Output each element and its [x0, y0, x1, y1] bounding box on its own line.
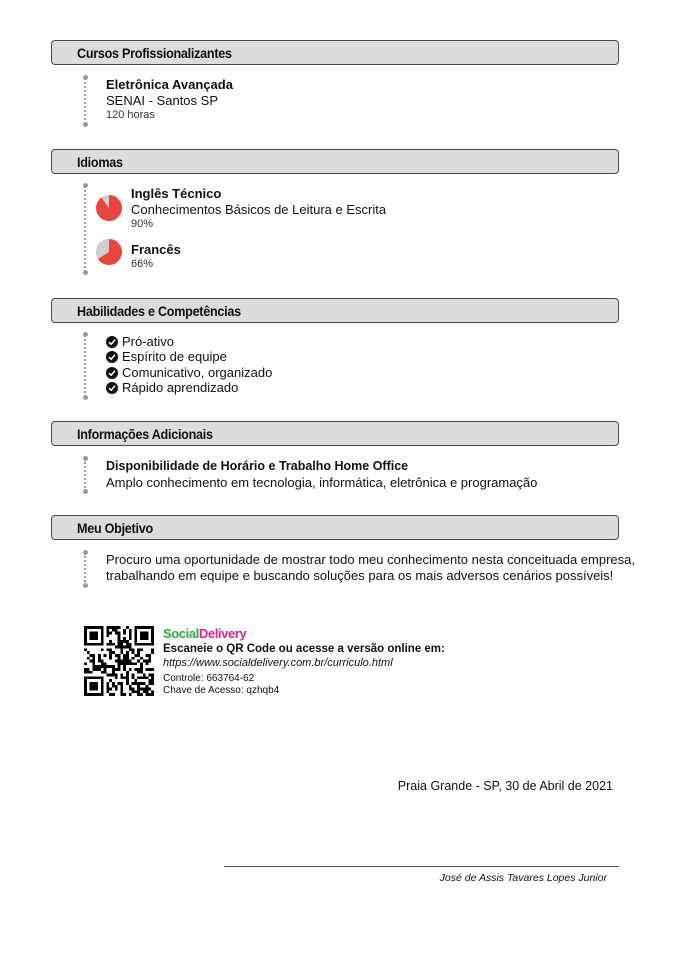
timeline-dots-objective	[84, 553, 86, 585]
control-number: Controle: 663764-62	[163, 673, 255, 684]
skill-label: Comunicativo, organizado	[122, 365, 273, 380]
section-title-skills: Habilidades e Competências	[77, 303, 241, 319]
online-url-link[interactable]: https://www.socialdelivery.com.br/curriculo.html	[163, 657, 393, 669]
course-institution: SENAI - Santos SP	[106, 93, 218, 108]
skill-label: Espírito de equipe	[122, 349, 227, 364]
course-hours: 120 horas	[106, 109, 155, 121]
social-delivery-logo	[163, 626, 246, 641]
course-title: Eletrônica Avançada	[106, 77, 233, 92]
check-circle-icon	[106, 336, 118, 348]
qr-code[interactable]	[84, 626, 154, 696]
check-circle-icon	[106, 351, 118, 363]
signature-name: José de Assis Tavares Lopes Junior	[439, 872, 607, 884]
brand-part-delivery: Delivery	[198, 626, 247, 641]
language-level-english: 90%	[131, 218, 154, 230]
brand-part-social: Social	[163, 626, 199, 641]
language-level-pie-french	[96, 239, 122, 265]
section-header-skills	[51, 298, 619, 323]
skill-item	[106, 380, 238, 395]
skill-item	[106, 349, 227, 364]
section-title-courses: Cursos Profissionalizantes	[77, 45, 232, 61]
section-title-objective: Meu Objetivo	[77, 520, 153, 536]
additional-text: Amplo conhecimento em tecnologia, informática, eletrônica e programação	[106, 475, 538, 490]
check-circle-icon	[106, 367, 118, 379]
skill-label: Rápido aprendizado	[122, 380, 239, 395]
access-key: Chave de Acesso: qzhqb4	[163, 685, 280, 696]
section-header-additional	[51, 421, 619, 446]
timeline-dots-courses	[84, 78, 86, 124]
language-name-french: Francês	[131, 242, 181, 257]
timeline-dots-skills	[84, 335, 86, 397]
language-name-english: Inglês Técnico	[131, 186, 222, 201]
skill-label: Pró-ativo	[122, 334, 175, 349]
language-level-pie-english	[96, 195, 122, 221]
signature-line	[224, 866, 619, 867]
check-circle-icon	[106, 382, 118, 394]
language-description-english: Conhecimentos Básicos de Leitura e Escrita	[131, 202, 387, 217]
objective-line-2: trabalhando em equipe e buscando soluções para os mais adversos cenários possíveis!	[106, 568, 614, 583]
additional-title: Disponibilidade de Horário e Trabalho Home Office	[106, 459, 409, 473]
section-header-courses	[51, 40, 619, 65]
qr-scan-text: Escaneie o QR Code ou acesse a versão online em:	[163, 643, 445, 655]
section-title-additional: Informações Adicionais	[77, 426, 213, 442]
section-title-languages: Idiomas	[77, 154, 123, 170]
skill-item	[106, 334, 174, 349]
place-date: Praia Grande - SP, 30 de Abril de 2021	[397, 779, 613, 793]
skill-item	[106, 365, 272, 380]
timeline-dots-additional	[84, 459, 86, 491]
timeline-dots-languages	[84, 186, 86, 272]
section-header-objective	[51, 515, 619, 540]
objective-line-1: Procuro uma oportunidade de mostrar todo meu conhecimento nesta conceituada empresa,	[106, 552, 635, 567]
section-header-languages	[51, 149, 619, 174]
language-level-french: 66%	[131, 258, 154, 270]
